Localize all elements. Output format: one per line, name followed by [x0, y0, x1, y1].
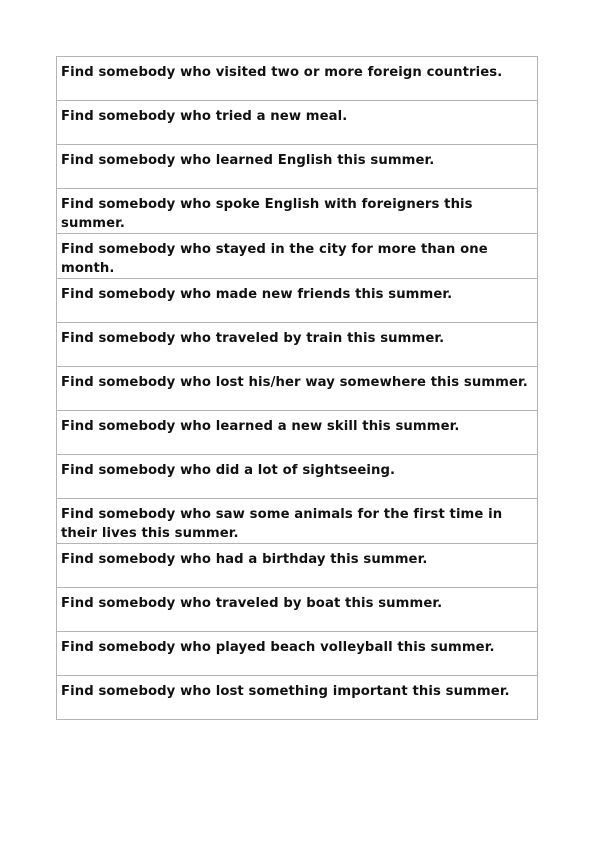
find-somebody-table-body: [57, 57, 538, 720]
card-cell: Find somebody who did a lot of sightseeing.: [57, 455, 538, 499]
card-cell: Find somebody who spoke English with foreigners this summer.: [57, 189, 538, 234]
card-cell: Find somebody who traveled by boat this summer.: [57, 588, 538, 632]
table-row: [57, 279, 538, 323]
table-row: [57, 632, 538, 676]
card-cell: Find somebody who made new friends this summer.: [57, 279, 538, 323]
card-cell: Find somebody who learned English this summer.: [57, 145, 538, 189]
card-cell: Find somebody who traveled by train this summer.: [57, 323, 538, 367]
table-row: [57, 455, 538, 499]
card-cell: Find somebody who tried a new meal.: [57, 101, 538, 145]
table-row: [57, 101, 538, 145]
card-cell: Find somebody who played beach volleyball this summer.: [57, 632, 538, 676]
card-cell: Find somebody who had a birthday this summer.: [57, 544, 538, 588]
table-row: [57, 544, 538, 588]
table-row: [57, 411, 538, 455]
card-cell: Find somebody who lost something important this summer.: [57, 676, 538, 720]
table-row: [57, 323, 538, 367]
card-cell: Find somebody who visited two or more foreign countries.: [57, 57, 538, 101]
table-row: [57, 588, 538, 632]
table-row: [57, 499, 538, 544]
card-cell: Find somebody who saw some animals for the first time in their lives this summer.: [57, 499, 538, 544]
table-row: [57, 145, 538, 189]
find-somebody-table: [56, 56, 538, 720]
table-row: [57, 189, 538, 234]
table-row: [57, 234, 538, 279]
table-row: [57, 57, 538, 101]
table-row: [57, 676, 538, 720]
card-cell: Find somebody who stayed in the city for more than one month.: [57, 234, 538, 279]
table-row: [57, 367, 538, 411]
card-cell: Find somebody who lost his/her way somewhere this summer.: [57, 367, 538, 411]
card-cell: Find somebody who learned a new skill this summer.: [57, 411, 538, 455]
